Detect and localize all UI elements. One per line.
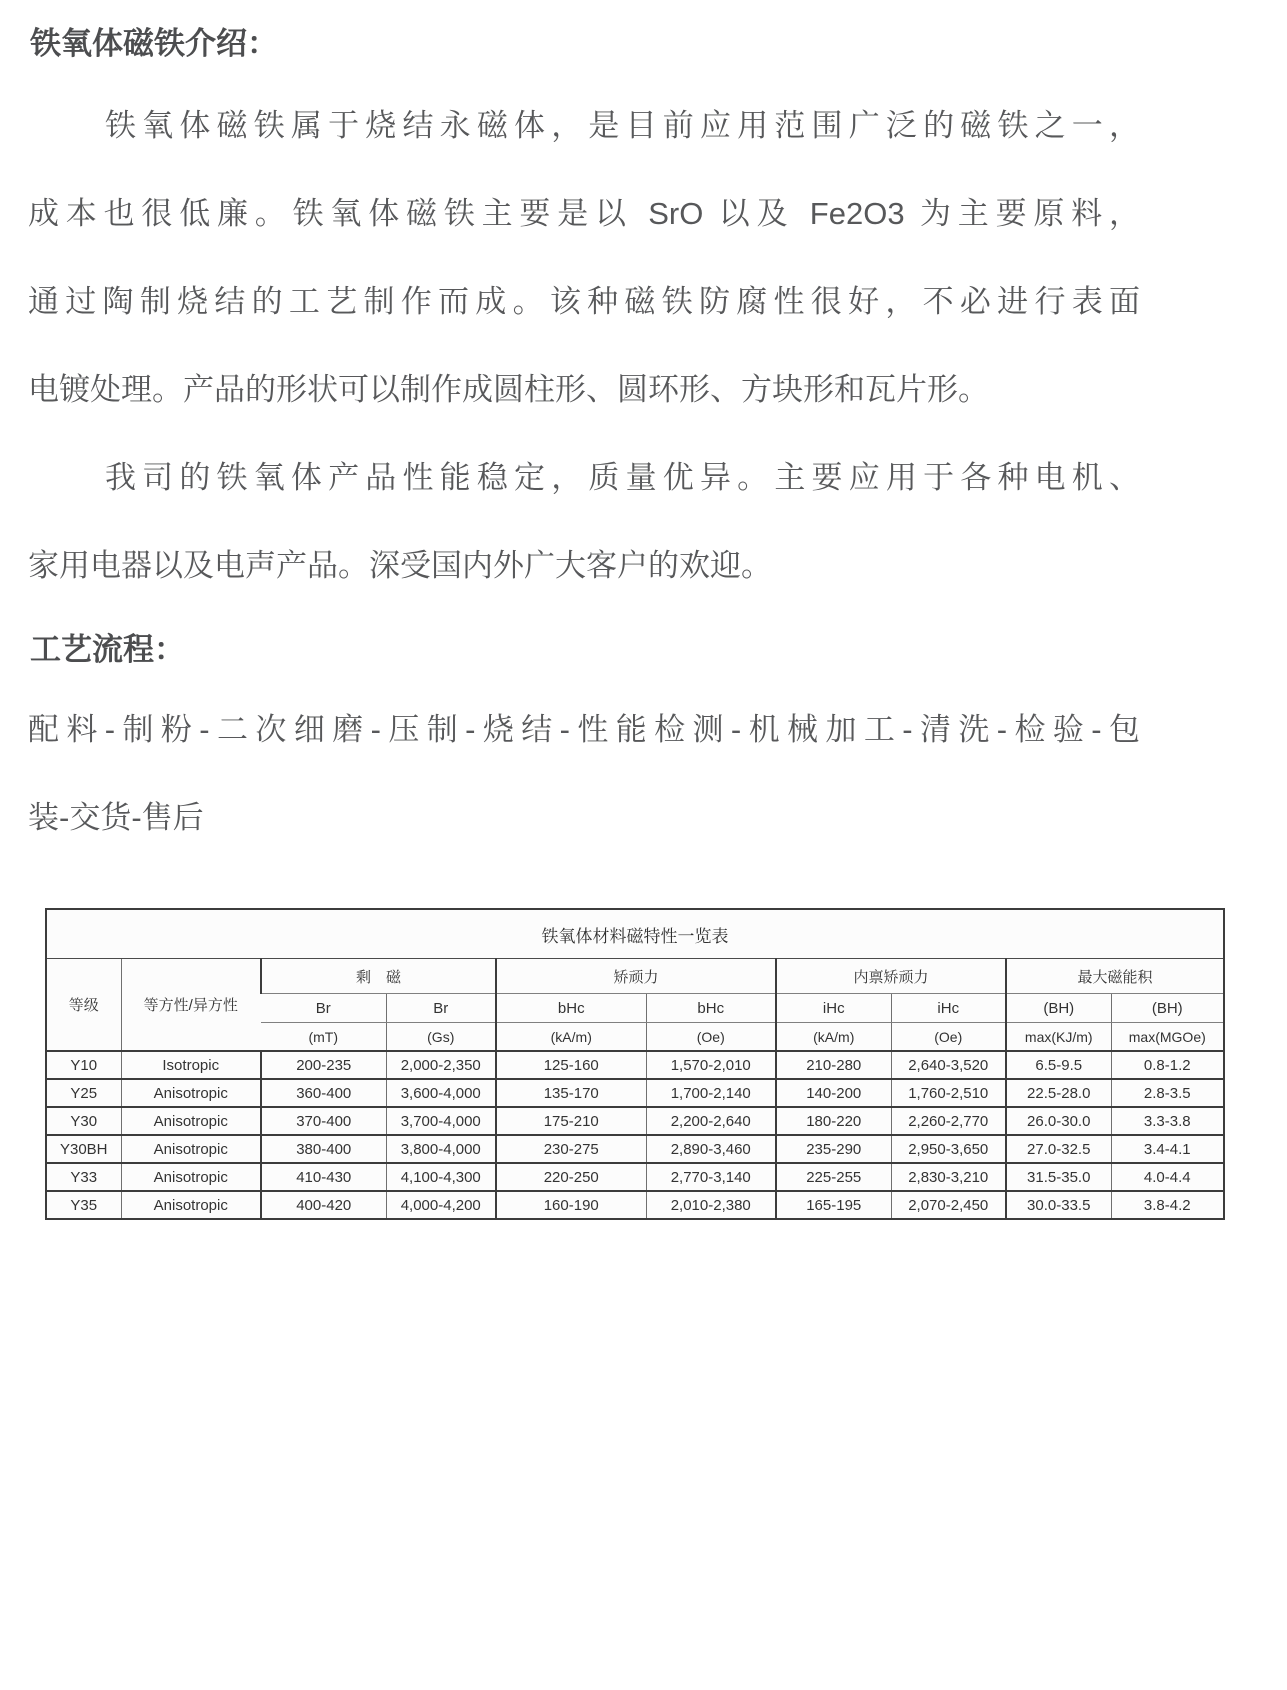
- table-cell: 2,890-3,460: [646, 1135, 776, 1163]
- unit-ihc-oe: (Oe): [891, 1023, 1006, 1052]
- table-cell: Anisotropic: [121, 1079, 261, 1107]
- unit-ihc-kam: (kA/m): [776, 1023, 891, 1052]
- table-cell: 6.5-9.5: [1006, 1051, 1111, 1079]
- table-cell: 3,800-4,000: [386, 1135, 496, 1163]
- table-cell: 2.8-3.5: [1111, 1079, 1224, 1107]
- table-cell: 160-190: [496, 1191, 646, 1219]
- table-cell: 175-210: [496, 1107, 646, 1135]
- table-cell: 225-255: [776, 1163, 891, 1191]
- text-line: 铁氧体磁铁属于烧结永磁体，是目前应用范围广泛的磁铁之一，: [105, 108, 1140, 143]
- group-header-max-energy-product: 最大磁能积: [1006, 959, 1224, 994]
- table-cell: 400-420: [261, 1191, 386, 1219]
- table-cell: Anisotropic: [121, 1163, 261, 1191]
- table-cell: 1,700-2,140: [646, 1079, 776, 1107]
- table-cell: 125-160: [496, 1051, 646, 1079]
- text-line: 家用电器以及电声产品。深受国内外广大客户的欢迎。: [28, 548, 772, 583]
- table-body: [46, 1051, 1224, 1219]
- group-header-intrinsic-coercivity: 内禀矫顽力: [776, 959, 1006, 994]
- text-line: 装-交货-售后: [28, 800, 204, 835]
- unit-br-gs: (Gs): [386, 1023, 496, 1052]
- table-cell: 0.8-1.2: [1111, 1051, 1224, 1079]
- table-row: [46, 1079, 1224, 1107]
- table-cell: 235-290: [776, 1135, 891, 1163]
- unit-bh-mgoe: max(MGOe): [1111, 1023, 1224, 1052]
- group-header-coercivity: 矫顽力: [496, 959, 776, 994]
- table-cell: 30.0-33.5: [1006, 1191, 1111, 1219]
- table-cell: 2,200-2,640: [646, 1107, 776, 1135]
- table-cell: 165-195: [776, 1191, 891, 1219]
- table-cell: 230-275: [496, 1135, 646, 1163]
- table-cell: 370-400: [261, 1107, 386, 1135]
- table-cell: 4.0-4.4: [1111, 1163, 1224, 1191]
- table-row: [46, 1191, 1224, 1219]
- subheader-ihc-oe: iHc: [891, 994, 1006, 1023]
- table-cell: 200-235: [261, 1051, 386, 1079]
- table-cell: Y30: [46, 1107, 121, 1135]
- table-cell: 2,830-3,210: [891, 1163, 1006, 1191]
- table-cell: 2,640-3,520: [891, 1051, 1006, 1079]
- table-title-row: [46, 909, 1224, 959]
- table-cell: 27.0-32.5: [1006, 1135, 1111, 1163]
- table-row: [46, 1051, 1224, 1079]
- table-cell: 210-280: [776, 1051, 891, 1079]
- spec-table: [45, 908, 1225, 1220]
- subheader-bhc-oe: bHc: [646, 994, 776, 1023]
- table-cell: 2,770-3,140: [646, 1163, 776, 1191]
- table-cell: 220-250: [496, 1163, 646, 1191]
- table-cell: 26.0-30.0: [1006, 1107, 1111, 1135]
- table-cell: 4,100-4,300: [386, 1163, 496, 1191]
- subheader-bh-mgoe: (BH): [1111, 994, 1224, 1023]
- text-line: 电镀处理。产品的形状可以制作成圆柱形、圆环形、方块形和瓦片形。: [28, 372, 989, 407]
- table-cell: Y10: [46, 1051, 121, 1079]
- table-cell: Y33: [46, 1163, 121, 1191]
- subheader-ihc-kam: iHc: [776, 994, 891, 1023]
- col-header-grade: 等级: [46, 959, 121, 1052]
- unit-bh-kjm: max(KJ/m): [1006, 1023, 1111, 1052]
- intro-paragraph-1: [28, 82, 1140, 434]
- table-cell: 1,570-2,010: [646, 1051, 776, 1079]
- table-cell: 2,260-2,770: [891, 1107, 1006, 1135]
- process-flow-text: [28, 686, 1140, 862]
- unit-bhc-oe: (Oe): [646, 1023, 776, 1052]
- intro-heading: 铁氧体磁铁介绍：: [30, 26, 278, 61]
- subheader-bhc-kam: bHc: [496, 994, 646, 1023]
- table-group-header-row: [46, 959, 1224, 994]
- table-cell: 22.5-28.0: [1006, 1079, 1111, 1107]
- table-cell: Y25: [46, 1079, 121, 1107]
- table-cell: 3.3-3.8: [1111, 1107, 1224, 1135]
- table-row: [46, 1163, 1224, 1191]
- table-row: [46, 1107, 1224, 1135]
- text-line: 成本也很低廉。铁氧体磁铁主要是以 SrO 以及 Fe2O3 为主要原料，: [28, 196, 1140, 231]
- intro-paragraph-2: [28, 434, 1140, 610]
- table-cell: Anisotropic: [121, 1107, 261, 1135]
- unit-br-mt: (mT): [261, 1023, 386, 1052]
- text-line: 配料-制粉-二次细磨-压制-烧结-性能检测-机械加工-清洗-检验-包: [28, 712, 1140, 747]
- table-row: [46, 1135, 1224, 1163]
- table-cell: 3.4-4.1: [1111, 1135, 1224, 1163]
- table-cell: 180-220: [776, 1107, 891, 1135]
- table-cell: 2,010-2,380: [646, 1191, 776, 1219]
- table-cell: Anisotropic: [121, 1191, 261, 1219]
- table-cell: 31.5-35.0: [1006, 1163, 1111, 1191]
- table-cell: Y30BH: [46, 1135, 121, 1163]
- table-cell: Y35: [46, 1191, 121, 1219]
- text-line: 我司的铁氧体产品性能稳定，质量优异。主要应用于各种电机、: [105, 460, 1140, 495]
- table-cell: 3.8-4.2: [1111, 1191, 1224, 1219]
- table-cell: 4,000-4,200: [386, 1191, 496, 1219]
- text-line: 通过陶制烧结的工艺制作而成。该种磁铁防腐性很好，不必进行表面: [28, 284, 1140, 319]
- col-header-isotropy: 等方性/异方性: [121, 959, 261, 1052]
- table-cell: 360-400: [261, 1079, 386, 1107]
- subheader-br-gs: Br: [386, 994, 496, 1023]
- table-cell: 410-430: [261, 1163, 386, 1191]
- process-heading: 工艺流程：: [30, 632, 185, 667]
- subheader-br-mt: Br: [261, 994, 386, 1023]
- table-cell: Isotropic: [121, 1051, 261, 1079]
- subheader-bh-kjm: (BH): [1006, 994, 1111, 1023]
- group-header-remanence: 剩 磁: [261, 959, 496, 994]
- table-cell: 2,950-3,650: [891, 1135, 1006, 1163]
- table-cell: 2,000-2,350: [386, 1051, 496, 1079]
- table-cell: 1,760-2,510: [891, 1079, 1006, 1107]
- table-cell: 135-170: [496, 1079, 646, 1107]
- table-cell: 380-400: [261, 1135, 386, 1163]
- table-title: 铁氧体材料磁特性一览表: [46, 909, 1224, 959]
- table-cell: 3,700-4,000: [386, 1107, 496, 1135]
- table-cell: Anisotropic: [121, 1135, 261, 1163]
- table-cell: 140-200: [776, 1079, 891, 1107]
- table-cell: 3,600-4,000: [386, 1079, 496, 1107]
- table-cell: 2,070-2,450: [891, 1191, 1006, 1219]
- unit-bhc-kam: (kA/m): [496, 1023, 646, 1052]
